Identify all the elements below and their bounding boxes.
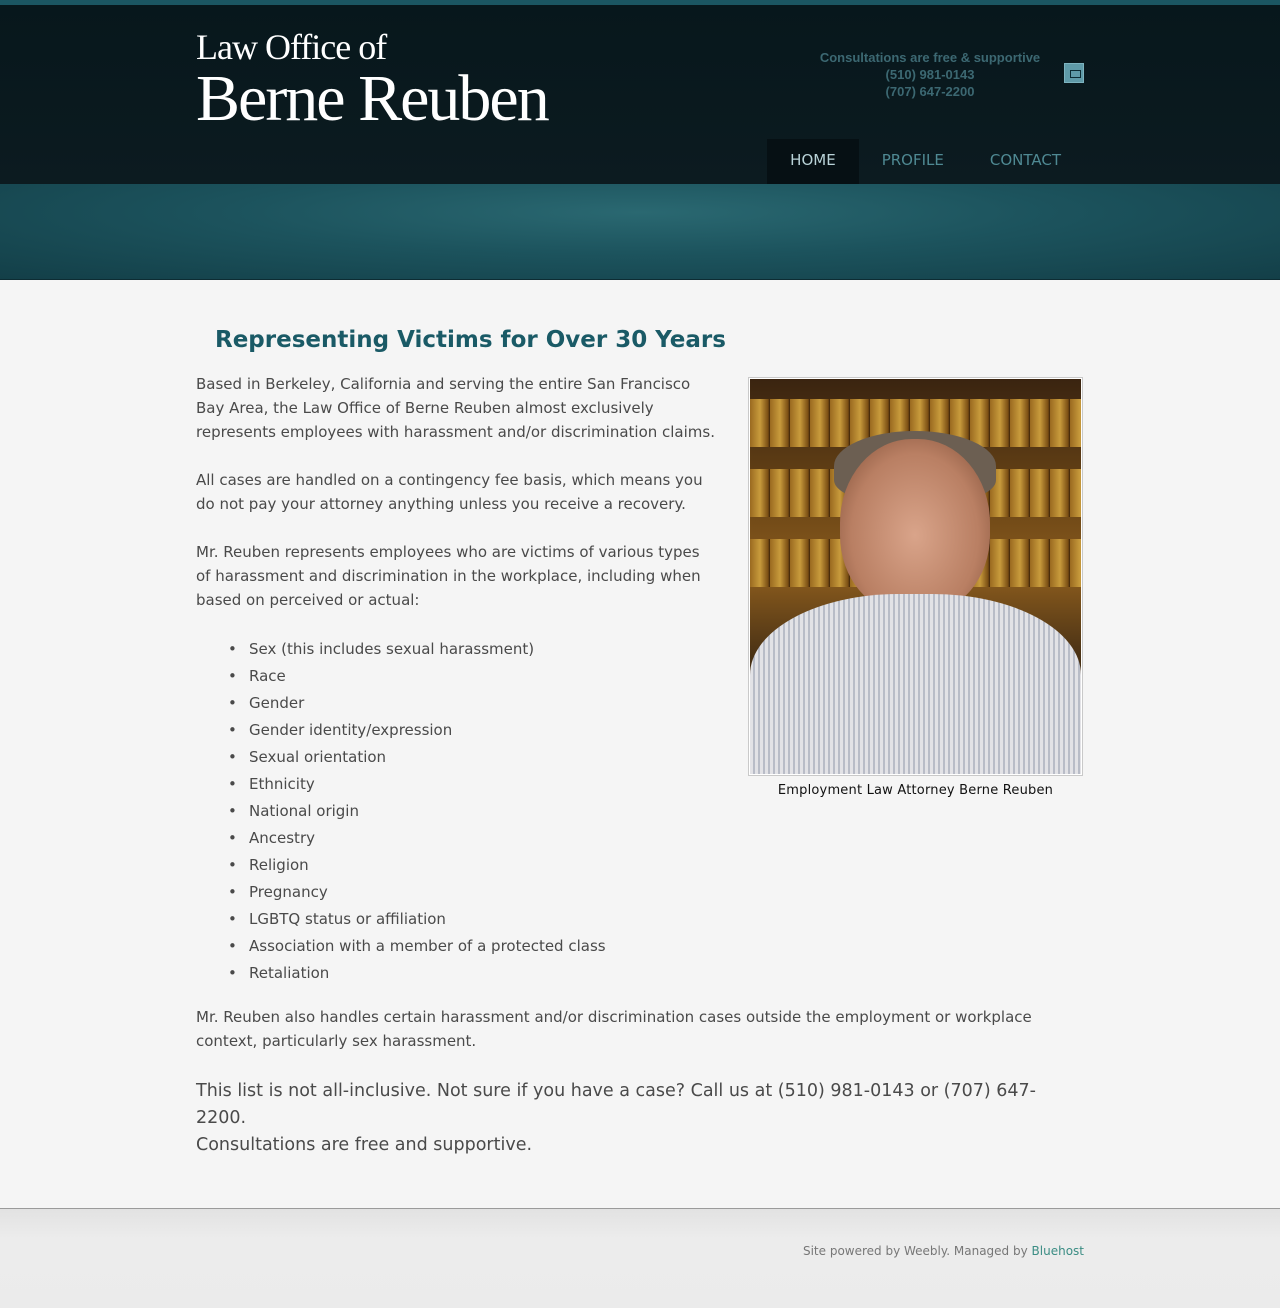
cta-line-1: This list is not all-inclusive. Not sure if you have a case? Call us at (510) 981-0143 or (707) 647-2200.	[196, 1081, 1036, 1128]
site-footer	[0, 1208, 1280, 1308]
main-nav	[767, 139, 1084, 184]
main-content	[196, 280, 1084, 1208]
list-item: • Sexual orientation	[249, 744, 1084, 771]
list-item: • Religion	[249, 852, 1084, 879]
logo-line-1: Law Office of	[196, 27, 387, 67]
cta-line-2: Consultations are free and supportive.	[196, 1135, 533, 1155]
list-item: • Sex (this includes sexual harassment)	[249, 636, 1084, 663]
phone-2: (707) 647-2200	[885, 84, 975, 99]
phone-1: (510) 981-0143	[885, 67, 975, 82]
logo-line-2: Berne Reuben	[196, 62, 548, 135]
footer-text: Site powered by Weebly. Managed by	[802, 1244, 1032, 1258]
list-item: • Retaliation	[249, 960, 1084, 987]
footer-inner	[196, 1209, 1084, 1258]
contact-tagline: Consultations are free & supportive	[819, 50, 1041, 65]
list-item: • LGBTQ status or affiliation	[249, 906, 1084, 933]
nav-item-profile[interactable]: PROFILE	[881, 151, 944, 169]
site-header	[0, 5, 1280, 184]
photo-caption: Employment Law Attorney Berne Reuben	[777, 783, 1054, 798]
header-banner	[0, 184, 1280, 280]
list-item: • Association with a member of a protected class	[249, 933, 1084, 960]
page-title: Representing Victims for Over 30 Years	[215, 327, 726, 353]
outside-workplace-text: Mr. Reuben also handles certain harassment and/or discrimination cases outside the employment or workplace context, particularly sex harassment.	[196, 1008, 1032, 1050]
call-to-action	[196, 1078, 1084, 1159]
list-item: • Gender	[249, 690, 1084, 717]
header-contact	[810, 49, 1050, 100]
nav-item-home[interactable]: HOME	[767, 139, 859, 184]
list-item: • Ancestry	[249, 825, 1084, 852]
list-item: • Race	[249, 663, 1084, 690]
site-logo[interactable]	[196, 27, 548, 135]
person-face	[840, 439, 990, 614]
nav-item-contact[interactable]: CONTACT	[989, 151, 1061, 169]
intro-text	[196, 372, 716, 612]
paragraph-1: Based in Berkeley, California and serving the entire San Francisco Bay Area, the Law Office of Berne Reuben almost exclusively represents employees with harassment and/or discrimination claims.	[196, 375, 715, 441]
list-item: • Gender identity/expression	[249, 717, 1084, 744]
discrimination-list	[249, 636, 1084, 987]
list-item: • Ethnicity	[249, 771, 1084, 798]
bluehost-link[interactable]: Bluehost	[1031, 1244, 1084, 1258]
paragraph-3: Mr. Reuben represents employees who are victims of various types of harassment and discrimination in the workplace, including when based on perceived or actual:	[196, 543, 701, 609]
paragraph-2: All cases are handled on a contingency fee basis, which means you do not pay your attorney anything unless you receive a recovery.	[196, 471, 703, 513]
list-item: • Pregnancy	[249, 879, 1084, 906]
envelope-icon[interactable]	[1064, 63, 1084, 83]
header-inner	[196, 5, 1084, 184]
list-item: • National origin	[249, 798, 1084, 825]
